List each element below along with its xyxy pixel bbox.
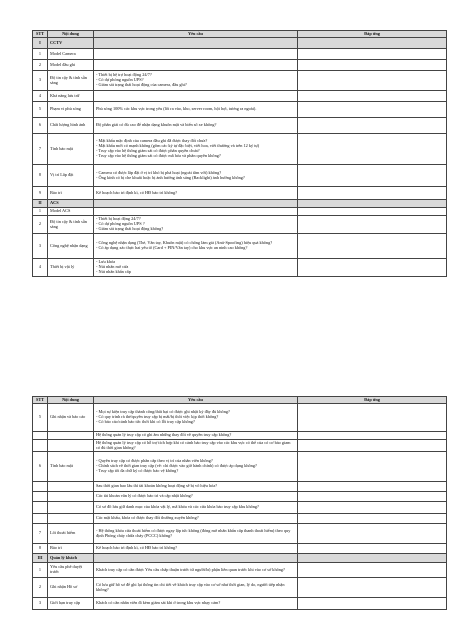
cell-stt: 8 (33, 165, 48, 187)
cell-stt: 7 (33, 134, 48, 165)
cell-stt (33, 482, 48, 492)
table-row (33, 563, 447, 578)
cell-response (298, 259, 447, 277)
cell-response (298, 492, 447, 502)
table-row (33, 502, 447, 514)
cell-stt: 5 (33, 102, 48, 118)
cell-requirement (94, 60, 298, 71)
cell-requirement: Hệ thống quản lý truy cập có hỗ trợ tích hợp khi có cảnh báo truy cập vào các khu vực có thể của có cơ bảo giam có đủ thời gian không? (94, 440, 298, 452)
cell-requirement: Khách truy cập có cần được Yêu cầu chấp thuận trước từ người/bộ phận liên quan trước khi vào cơ sở không? (94, 563, 298, 578)
cell-requirement: - Thiết bị hệ trợ hoạt động 24/7? - Có dự phòng nguồn UPS? - Giám sát trạng thái hoạt động của camera, đầu ghi? (94, 71, 298, 91)
table-row (33, 102, 447, 118)
cell-response (298, 91, 447, 102)
header-requirement: Yêu cầu (94, 397, 298, 404)
cell-content: Chất lượng hình ảnh (48, 118, 94, 134)
cell-content (48, 440, 94, 452)
cell-requirement: Hệ thống quản lý truy cập có ghi âm những thay đổi về quyền truy cập không? (94, 432, 298, 440)
cell-requirement: - Mọi sự kiện truy cập thành công/thất bại có được ghi nhật ký đầy đủ không? - Có quy trình rà thẻ/quyền truy cập bị mất/bị thôi việc kịp thời không? - Có báo cáo/cảnh báo tức thời khi có lỗi truy cập không? (94, 404, 298, 432)
cell-response (298, 502, 447, 514)
cell-response (298, 208, 447, 216)
cell-requirement: - Mật khẩu mặc định của camera đầu ghi đã được thay đổi chưa? - Mật khẩu mới có mạnh không (gồm các ký tự đặc biệt, viết hoa, viết thường và trên 12 ký tự) - Truy cập vào hệ thống giám sát có được phân quyền chưa? - Truy cập vào hệ thống giám sát có được mã hóa và phân quyền không? (94, 134, 298, 165)
table-row (33, 598, 447, 610)
cell-stt: 6 (33, 118, 48, 134)
table-row (33, 216, 447, 234)
table-row (33, 60, 447, 71)
cell-response (298, 71, 447, 91)
table-row (33, 259, 447, 277)
header-response: Đáp ứng (298, 397, 447, 404)
cell-content: Độ tin cậy & tính sẵn sàng (48, 216, 94, 234)
cell-stt (33, 502, 48, 514)
cell-response (298, 60, 447, 71)
cell-requirement: - Công nghệ nhận dạng (Thẻ, Vân tay, Khuôn mặt) có chống làm giả (Anti-Spoofing) hiệu quả không? - Có áp dụng xác thực hai yếu tố (Card + PIN/Vân tay) cho khu vực an ninh cao không? (94, 234, 298, 259)
cell-content: Tính bảo mật (48, 134, 94, 165)
cell-stt: 4 (33, 259, 48, 277)
header-content: Nội dung (48, 397, 94, 404)
header-response: Đáp ứng (298, 31, 447, 38)
cell-requirement: - Hệ thống khóa cửa thoát hiểm có được ngay lập tức không (đóng mở nhấn khẩn cấp thanh thoát hiểm) theo quy định Phòng cháy chữa cháy (PCCC) không? (94, 524, 298, 544)
cell-requirement (94, 200, 298, 208)
cell-response (298, 482, 447, 492)
cell-response (298, 49, 447, 60)
cell-content: Giới hạn truy cập (48, 598, 94, 610)
cell-content: Bảo trì (48, 187, 94, 200)
table-row (33, 118, 447, 134)
table-row (33, 165, 447, 187)
cell-stt: 9 (33, 187, 48, 200)
table-row (33, 234, 447, 259)
cell-content: Model Camera (48, 49, 94, 60)
cell-stt (33, 514, 48, 524)
cell-requirement: Khách có cần nhân viên đi kèm giám sát khi ở trong khu vực nhạy cảm? (94, 598, 298, 610)
cell-response (298, 524, 447, 544)
cell-response (298, 514, 447, 524)
header-stt: STT (33, 31, 48, 38)
table-row (33, 404, 447, 432)
cell-response (298, 187, 447, 200)
requirements-table-1 (32, 30, 447, 277)
cell-requirement (94, 208, 298, 216)
cell-stt: 1 (33, 563, 48, 578)
cell-requirement: Các tài khoản vân lý có được bảo trì và cập nhật không? (94, 492, 298, 502)
cell-response (298, 578, 447, 598)
cell-requirement: - Thiết bị hoạt động 24/7? - Có dự phòng nguồn UPS ? - Giám sát trạng thái hoạt động không? (94, 216, 298, 234)
cell-stt: 8 (33, 544, 48, 554)
cell-response (298, 134, 447, 165)
cell-content: Vị trí Lắp đặt (48, 165, 94, 187)
cell-content: ACS (48, 200, 94, 208)
cell-stt: 7 (33, 524, 48, 544)
cell-stt: 1 (33, 49, 48, 60)
cell-response (298, 216, 447, 234)
header-requirement: Yêu cầu (94, 31, 298, 38)
cell-content: Tính bảo mật (48, 452, 94, 482)
table-row (33, 91, 447, 102)
document-page-1 (32, 30, 446, 277)
cell-stt: II (33, 200, 48, 208)
section-row (33, 554, 447, 563)
table-row (33, 187, 447, 200)
cell-content: Model đầu ghi (48, 60, 94, 71)
table-row (33, 514, 447, 524)
cell-requirement: Kế hoạch bảo trì định kì, có HĐ bảo trì không? (94, 544, 298, 554)
cell-content: Lối thoát hiểm (48, 524, 94, 544)
cell-stt: 2 (33, 578, 48, 598)
table-header-row (33, 31, 447, 38)
cell-content: CCTV (48, 38, 94, 49)
cell-requirement: Có lưu giữ hồ sơ để ghi lại thông tin chi tiết về khách truy cập vào cơ sở như thời gian, lý do, người tiếp nhận không? (94, 578, 298, 598)
cell-response (298, 554, 447, 563)
cell-content: Khả năng lưu trữ (48, 91, 94, 102)
cell-response (298, 563, 447, 578)
cell-response (298, 432, 447, 440)
cell-requirement: Phủ sóng 100% các khu vực trong yêu (lối ra vào, kho, server room, hội hợi, tương ra ngoài). (94, 102, 298, 118)
cell-stt: 2 (33, 216, 48, 234)
document-page-2 (32, 396, 446, 610)
table-row (33, 544, 447, 554)
cell-requirement: Có sơ đồ lưu giữ danh mục của khóa vật lý, mã khóa và các cửa khóa bảo truy cập khu không? (94, 502, 298, 514)
cell-response (298, 544, 447, 554)
table-row (33, 492, 447, 502)
cell-content (48, 514, 94, 524)
cell-content: Bảo trì (48, 544, 94, 554)
cell-content: Yêu cầu phê duyệt trước (48, 563, 94, 578)
table-row (33, 432, 447, 440)
cell-stt: 2 (33, 60, 48, 71)
cell-content: Thiết bị vật lý (48, 259, 94, 277)
cell-content: Phạm vi phủ sóng (48, 102, 94, 118)
header-content: Nội dung (48, 31, 94, 38)
cell-response (298, 118, 447, 134)
cell-response (298, 102, 447, 118)
cell-content (48, 492, 94, 502)
cell-requirement: - Quyền truy cập có được phân cấp theo vị trí của nhân viên không? - Chính sách về thời gian truy cập (về: chỉ được vào giờ hành chính) có được áp dụng không? - Truy cập tối đa chữ ký có được bảo vệ không? (94, 452, 298, 482)
table-row (33, 440, 447, 452)
cell-requirement: Kế hoạch bảo trì định kì, có HĐ bảo trì không? (94, 187, 298, 200)
cell-requirement (94, 49, 298, 60)
cell-stt: 6 (33, 452, 48, 482)
table-header-row (33, 397, 447, 404)
cell-content (48, 432, 94, 440)
cell-content: Ghi nhận Hồ sơ (48, 578, 94, 598)
cell-response (298, 234, 447, 259)
cell-stt: 5 (33, 404, 48, 432)
cell-stt (33, 492, 48, 502)
table-row (33, 524, 447, 544)
section-row (33, 200, 447, 208)
cell-stt: 3 (33, 71, 48, 91)
cell-response (298, 440, 447, 452)
cell-requirement: - Camera có được lắp đặt ở vị trí khó bị phá hoại (ngoài tầm với) không? - Ống kính có bị che khuất hoặc bị ảnh hưởng ánh sáng (Backlight) ảnh hưởng không? (94, 165, 298, 187)
cell-content: Độ tin cậy & tính sẵn sàng (48, 71, 94, 91)
cell-requirement (94, 38, 298, 49)
cell-requirement: Độ phân giải có đủ cao để nhận dạng khuôn mặt và biển số xe không? (94, 118, 298, 134)
table-row (33, 578, 447, 598)
cell-content: Ghi nhận và báo cáo (48, 404, 94, 432)
cell-response (298, 404, 447, 432)
section-row (33, 38, 447, 49)
cell-requirement (94, 91, 298, 102)
cell-requirement: Các mật khẩu, khóa có được thay đổi thường xuyên không? (94, 514, 298, 524)
cell-response (298, 38, 447, 49)
requirements-table-2 (32, 396, 447, 610)
table-row (33, 208, 447, 216)
cell-content: Quản lý khách (48, 554, 94, 563)
cell-stt: 1 (33, 208, 48, 216)
header-stt: STT (33, 397, 48, 404)
cell-requirement: Sau thời gian bao lâu thì tài khoản không hoạt động sẽ bị vô hiệu hóa? (94, 482, 298, 492)
cell-content (48, 502, 94, 514)
cell-response (298, 165, 447, 187)
table-row (33, 452, 447, 482)
cell-response (298, 598, 447, 610)
table-row (33, 482, 447, 492)
table-row (33, 49, 447, 60)
cell-content: Model ACS (48, 208, 94, 216)
table-body-1 (33, 38, 447, 277)
table-row (33, 134, 447, 165)
cell-stt: 4 (33, 91, 48, 102)
cell-requirement: - Lưu khóa - Nút nhấn mở cửa - Nút nhấn khẩn cấp (94, 259, 298, 277)
cell-response (298, 200, 447, 208)
cell-content: Công nghệ nhận dạng (48, 234, 94, 259)
table-row (33, 71, 447, 91)
cell-content (48, 482, 94, 492)
cell-stt: I (33, 38, 48, 49)
cell-stt (33, 432, 48, 440)
cell-response (298, 452, 447, 482)
cell-stt (33, 440, 48, 452)
cell-requirement (94, 554, 298, 563)
cell-stt: 3 (33, 598, 48, 610)
cell-stt: 3 (33, 234, 48, 259)
table-body-2 (33, 404, 447, 610)
cell-stt: III (33, 554, 48, 563)
